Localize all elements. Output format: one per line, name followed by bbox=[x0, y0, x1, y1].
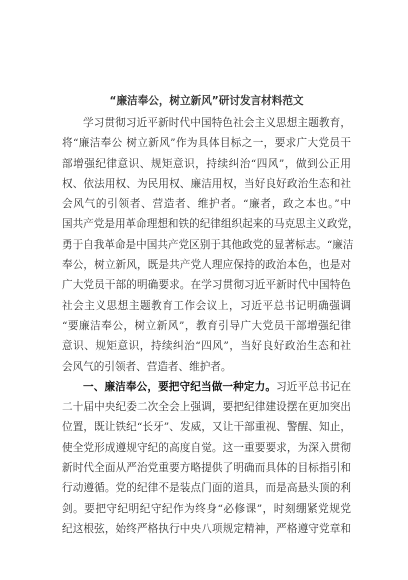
paragraph-line: “要廉洁奉公，树立新风”，教育引导广大党员干部增强纪律 bbox=[62, 319, 351, 332]
paragraph-line: 纪这根弦，始终严格执行中央八项规定精神，严格遵守党章和 bbox=[62, 522, 351, 535]
paragraph-line: 社会主义思想主题教育工作会议上，习近平总书记明确强调 bbox=[62, 299, 351, 312]
document-title: “廉洁奉公，树立新风”研讨发言材料范文 bbox=[109, 95, 304, 107]
paragraph-line: 位置，既让铁纪“长牙”、发威，又让干部重视、警醒、知止， bbox=[62, 421, 351, 434]
section-heading: 一、廉洁奉公，要把守纪当做一种定力。 bbox=[83, 380, 277, 393]
section-one-paragraph bbox=[62, 377, 351, 539]
paragraph-line: 部增强纪律意识、规矩意识，持续纠治“四风”，做到公正用 bbox=[62, 157, 351, 170]
paragraph-line: 行动遵循。党的纪律不是装点门面的道具，而是高悬头顶的利 bbox=[62, 482, 351, 495]
paragraph-line: 会风气的引领者、营造者、维护者。“廉者，政之本也。”中 bbox=[62, 198, 351, 211]
paragraph-line: 将“廉洁奉公 树立新风”作为具体目标之一，要求广大党员干 bbox=[62, 137, 351, 150]
paragraph-line: 勇于自我革命是中国共产党区别于其他政党的显著标志。“廉洁 bbox=[62, 238, 354, 251]
paragraph-line: 学习贯彻习近平新时代中国特色社会主义思想主题教育， bbox=[83, 117, 351, 129]
paragraph-line: 新时代全面从严治党重要方略提供了明确而具体的目标指引和 bbox=[62, 462, 351, 475]
paragraph-line: 二十届中央纪委二次全会上强调，要把纪律建设摆在更加突出 bbox=[62, 401, 351, 414]
paragraph-line: 剑。要把守纪明纪守纪作为终身“必修课”，时刻绷紧党规党 bbox=[62, 502, 351, 515]
paragraph-line: 奉公，树立新风，既是共产党人理应保持的政治本色，也是对 bbox=[62, 259, 351, 272]
paragraph-line: 国共产党是用革命理想和铁的纪律组织起来的马克思主义政党， bbox=[62, 218, 359, 231]
heading-line-rest: 习近平总书记在 bbox=[276, 380, 352, 393]
paragraph-line: 使全党形成遵规守纪的高度自觉。这一重要要求，为深入贯彻 bbox=[62, 441, 351, 454]
paragraph-line: 会风气的引领者、营造者、维护者。 bbox=[62, 360, 232, 373]
paragraph-line: 权、依法用权、为民用权、廉洁用权，当好良好政治生态和社 bbox=[62, 177, 351, 190]
section-heading-line bbox=[62, 377, 351, 397]
paragraph-line: 意识、规矩意识，持续纠治“四风”，当好良好政治生态和社 bbox=[62, 340, 351, 353]
paragraph-line: 广大党员干部的明确要求。在学习贯彻习近平新时代中国特色 bbox=[62, 279, 351, 292]
intro-paragraph bbox=[62, 113, 359, 377]
